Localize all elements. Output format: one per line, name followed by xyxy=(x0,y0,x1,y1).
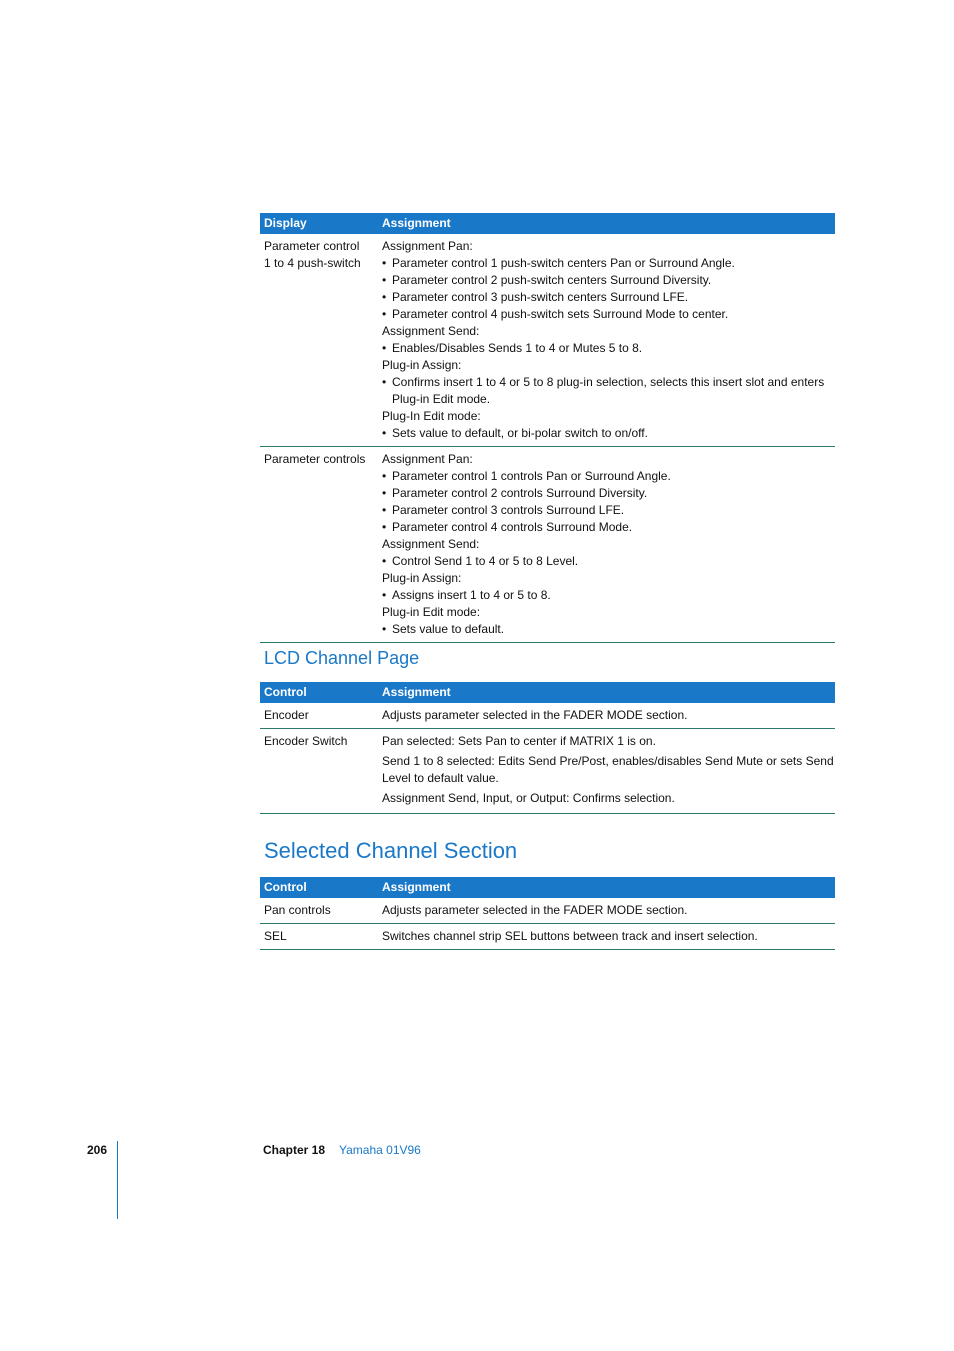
row-assignment xyxy=(382,707,835,724)
header-assignment: Assignment xyxy=(382,685,451,699)
bullet-item xyxy=(382,272,835,289)
table-display-assignment xyxy=(260,213,835,643)
section-title-selected-channel: Selected Channel Section xyxy=(264,838,518,863)
assignment-heading: Assignment Pan: xyxy=(382,452,473,466)
bullet-icon: • xyxy=(382,486,387,500)
bullet-text: Enables/Disables Sends 1 to 4 or Mutes 5 to 8. xyxy=(392,341,643,355)
table-lcd-channel-page xyxy=(260,682,835,814)
bullet-icon: • xyxy=(382,426,387,440)
footer-divider xyxy=(117,1141,118,1219)
footer-chapter-title: Yamaha 01V96 xyxy=(339,1143,421,1157)
row-label-line: Parameter controls xyxy=(264,452,366,466)
table-header xyxy=(260,682,835,703)
table-header xyxy=(260,213,835,234)
bullet-text: Parameter control 4 push-switch sets Surround Mode to center. xyxy=(392,307,729,321)
assignment-heading: Assignment Send: xyxy=(382,537,480,551)
row-label xyxy=(260,238,382,442)
bullet-icon: • xyxy=(382,503,387,517)
bullet-icon: • xyxy=(382,341,387,355)
assignment-paragraph: Adjusts parameter selected in the FADER MODE section. xyxy=(382,903,688,917)
bullet-icon: • xyxy=(382,554,387,568)
assignment-heading: Plug-In Edit mode: xyxy=(382,409,481,423)
bullet-icon: • xyxy=(382,469,387,483)
table-row xyxy=(260,898,835,924)
table-selected-channel xyxy=(260,877,835,950)
table-row xyxy=(260,447,835,643)
assignment-paragraph: Switches channel strip SEL buttons between track and insert selection. xyxy=(382,929,758,943)
bullet-icon: • xyxy=(382,375,387,389)
bullet-icon: • xyxy=(382,307,387,321)
assignment-paragraph: Adjusts parameter selected in the FADER MODE section. xyxy=(382,708,688,722)
assignment-paragraph: Assignment Send, Input, or Output: Confirms selection. xyxy=(382,791,675,805)
bullet-text: Confirms insert 1 to 4 or 5 to 8 plug-in selection, selects this insert slot and enters Plug-in Edit mode. xyxy=(392,375,825,406)
row-assignment xyxy=(382,451,835,638)
assignment-heading: Plug-in Assign: xyxy=(382,571,462,585)
bullet-text: Parameter control 1 push-switch centers Pan or Surround Angle. xyxy=(392,256,735,270)
row-assignment xyxy=(382,902,835,919)
bullet-item xyxy=(382,306,835,323)
bullet-item xyxy=(382,425,835,442)
bullet-icon: • xyxy=(382,622,387,636)
bullet-item xyxy=(382,621,835,638)
bullet-text: Parameter control 1 controls Pan or Surround Angle. xyxy=(392,469,671,483)
bullet-icon: • xyxy=(382,273,387,287)
bullet-text: Parameter control 2 controls Surround Diversity. xyxy=(392,486,648,500)
assignment-heading: Assignment Send: xyxy=(382,324,480,338)
bullet-text: Sets value to default, or bi-polar switch to on/off. xyxy=(392,426,648,440)
header-assignment: Assignment xyxy=(382,216,451,230)
bullet-item xyxy=(382,553,835,570)
row-label-line: Parameter control xyxy=(264,239,360,253)
bullet-text: Sets value to default. xyxy=(392,622,505,636)
bullet-item xyxy=(382,255,835,272)
header-control: Control xyxy=(264,880,307,894)
bullet-text: Parameter control 2 push-switch centers Surround Diversity. xyxy=(392,273,712,287)
row-label: Pan controls xyxy=(264,903,331,917)
bullet-item xyxy=(382,468,835,485)
row-assignment xyxy=(382,733,835,810)
bullet-icon: • xyxy=(382,520,387,534)
bullet-item xyxy=(382,502,835,519)
table-row xyxy=(260,924,835,950)
bullet-text: Parameter control 4 controls Surround Mode. xyxy=(392,520,633,534)
header-display: Display xyxy=(264,216,307,230)
table-row xyxy=(260,234,835,447)
table-row xyxy=(260,703,835,729)
assignment-heading: Plug-in Assign: xyxy=(382,358,462,372)
header-control: Control xyxy=(264,685,307,699)
bullet-item xyxy=(382,519,835,536)
assignment-paragraph: Send 1 to 8 selected: Edits Send Pre/Post, enables/disables Send Mute or sets Send Level to default value. xyxy=(382,754,834,785)
bullet-icon: • xyxy=(382,588,387,602)
bullet-text: Parameter control 3 controls Surround LFE. xyxy=(392,503,625,517)
row-label: Encoder xyxy=(264,708,309,722)
table-header xyxy=(260,877,835,898)
footer-chapter: Chapter 18 xyxy=(263,1143,326,1157)
row-label xyxy=(260,451,382,638)
table-row xyxy=(260,729,835,814)
bullet-text: Parameter control 3 push-switch centers Surround LFE. xyxy=(392,290,689,304)
assignment-heading: Assignment Pan: xyxy=(382,239,473,253)
row-label: SEL xyxy=(264,929,287,943)
bullet-icon: • xyxy=(382,290,387,304)
header-assignment: Assignment xyxy=(382,880,451,894)
section-title-lcd-channel-page: LCD Channel Page xyxy=(264,648,420,668)
page-number: 206 xyxy=(87,1143,108,1157)
row-label: Encoder Switch xyxy=(264,734,348,748)
bullet-item xyxy=(382,485,835,502)
bullet-icon: • xyxy=(382,256,387,270)
bullet-item xyxy=(382,289,835,306)
row-assignment xyxy=(382,928,835,945)
bullet-item xyxy=(382,340,835,357)
row-assignment xyxy=(382,238,835,442)
assignment-paragraph: Pan selected: Sets Pan to center if MATRIX 1 is on. xyxy=(382,734,656,748)
bullet-text: Control Send 1 to 4 or 5 to 8 Level. xyxy=(392,554,579,568)
bullet-text: Assigns insert 1 to 4 or 5 to 8. xyxy=(392,588,551,602)
bullet-item xyxy=(382,587,835,604)
assignment-heading: Plug-in Edit mode: xyxy=(382,605,481,619)
bullet-item xyxy=(382,374,835,408)
row-label-line: 1 to 4 push-switch xyxy=(264,256,361,270)
